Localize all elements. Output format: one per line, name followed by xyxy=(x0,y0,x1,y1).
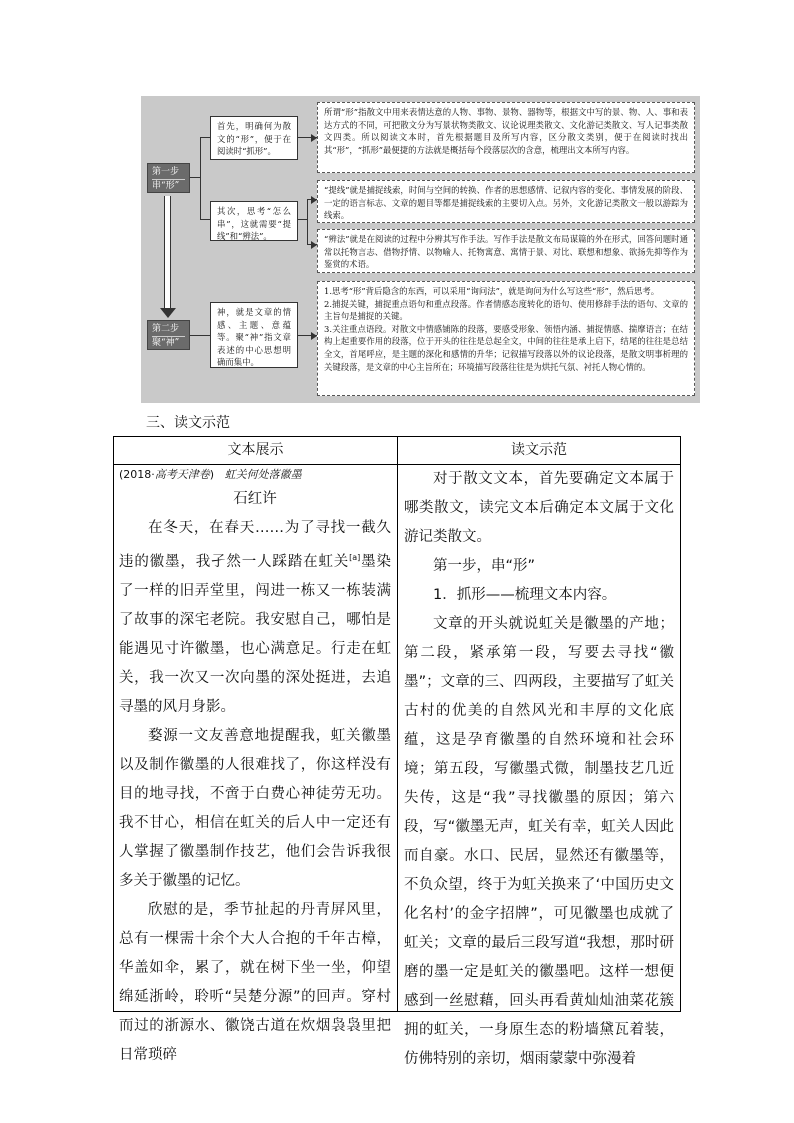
header-text-display: 文本展示 xyxy=(114,437,397,465)
step-one-title: 串“形” xyxy=(152,181,180,191)
mid-box-thread-text: 其次，思考“怎么串”，这就需要“提线”和“辨法”。 xyxy=(217,206,291,242)
demo-analysis: 文章的开头就说虹关是徽墨的产地；第二段，紧承第一段，写要去寻找“徽墨”；文章的三、四两段，主要描写了虹关古村的优美的自然风光和丰厚的文化底蕴，这是孕育徽墨的自然环境和社会环境；第五段，写徽墨式微，制墨技艺几近失传，这是“我”寻找徽墨的原因；第六段，写“徽墨无声，虹关有幸，虹关人因此而自豪。水口、民居，显然还有徽墨等，不负众望，终于为虹关换来了‘中国历史文化名村’的金字招牌”，可见徽墨也成就了虹关；文章的最后三段写道“我想，那时研磨的墨一定是虹关的徽墨吧。这样一想便感到一丝慰藉，回头再看黄灿灿油菜花簇拥的虹关，一身原生态的粉墙黛瓦着装，仿佛特别的亲切，烟雨蒙蒙中弥漫着 xyxy=(404,616,674,1067)
method-flowchart xyxy=(141,96,700,403)
right-box-form-definition xyxy=(317,102,695,173)
right-box-spirit-steps xyxy=(317,281,695,396)
spirit-step-2: 2.捕捉关键，捕捉重点语句和重点段落。作者情感态度转化的语句、使用修辞手法的语句、文章的主旨句是捕捉的关键。 xyxy=(324,298,688,322)
step-two-label: 第二步 xyxy=(152,323,185,337)
step-two-title: 聚“神” xyxy=(152,338,180,348)
mid-box-form-text: 首先，明确何为散文的“形”，便于在阅读时“抓形”。 xyxy=(217,121,291,157)
connector-step1-vertical xyxy=(200,137,201,219)
step-arrow-shaft xyxy=(164,196,171,310)
source-suffix: ) xyxy=(209,468,215,481)
reading-demo-table xyxy=(113,436,681,1067)
step-one-label: 第一步 xyxy=(152,166,185,180)
step-one-box xyxy=(147,163,190,193)
connector-right2 xyxy=(298,219,307,220)
mid-box-thread xyxy=(210,201,298,241)
right-box-thread-definition xyxy=(317,180,695,223)
paragraph-1 xyxy=(119,514,391,722)
header-reading-demo: 读文示范 xyxy=(398,437,680,465)
connector-right2-vertical xyxy=(307,199,308,244)
text-display-column xyxy=(119,465,391,1070)
mid-box-spirit-text: 神，就是文章的情感、主题、意蕴等。聚“神”指文章表述的中心思想明确而集中。 xyxy=(217,307,291,368)
right-box-method-definition xyxy=(317,229,695,273)
spirit-step-3: 3.关注重点语段。对散文中情感铺陈的段落，要感受形象、领悟内涵、捕捉情感、揣摩语言；在结构上起重要作用的段落，位于开头的往往是总起全文，中间的往往是承上启下，结尾的往往是总结全文，首尾呼应，是主题的深化和感情的升华；记叙描写段落以外的议论段落，是散文明事析理的关键段落，是文章的中心主旨所在；环境描写段落往往是为烘托气氛、衬托人物心情的。 xyxy=(324,323,688,372)
paragraph-1-part-b: 墨染了一样的旧弄堂里，闯进一栋又一栋装满了故事的深宅老院。我安慰自己，哪怕是能遇见寸许徽墨，也心满意足。行走在虹关，我一次又一次向墨的深处挺进，去追寻墨的风月身影。 xyxy=(119,553,391,715)
paragraph-2: 婺源一文友善意地提醒我，虹关徽墨以及制作徽墨的人很难找了，你这样没有目的地寻找，不啻于白费心神徒劳无功。我不甘心，相信在虹关的后人中一定还有人掌握了徽墨制作技艺，他们会告诉我很多关于徽墨的记忆。 xyxy=(119,727,391,889)
demo-intro: 对于散文文本，首先要确定文本属于哪类散文，读完文本后确定本文属于文化游记类散文。 xyxy=(404,471,674,545)
step-two-box xyxy=(147,320,190,350)
connector-step1 xyxy=(190,177,200,178)
column-divider xyxy=(397,437,398,1011)
article-title: 虹关何处落徽墨 xyxy=(224,468,302,481)
paragraph-3: 欣慰的是，季节扯起的丹青屏风里，总有一棵需十余个大人合抱的千年古樟，华盖如伞，累了，就在树下坐一坐，仰望绵延浙岭，聆听“吴楚分源”的回声。穿村而过的浙源水、徽饶古道在炊烟袅袅里把日常琐碎 xyxy=(119,901,391,1063)
source-prefix: (2018· xyxy=(119,468,155,481)
connector-mid2 xyxy=(200,219,210,220)
paragraph-1-part-a: 在冬天，在春天……为了寻找一截久违的徽墨，我孑然一人踩踏在虹关 xyxy=(119,520,391,570)
author-name: 石红许 xyxy=(233,491,277,507)
section-title: 三、读文示范 xyxy=(146,415,230,431)
right-box-form-text: 所谓“形”指散文中用来表情达意的人物、事物、景物、器物等，根据文中写的景、物、人、事和表达方式的不同，可把散文分为写景状物类散文、议论说理类散文、文化游记类散文、写人记事类散文四类。所以阅读文本时，首先根据题目及所写内容，区分散文类别，便于在阅读时找出其“形”，“抓形”最便捷的方法就是概括每个段落层次的含意，梳理出文本所写内容。 xyxy=(324,107,688,155)
step-arrow-head xyxy=(160,308,176,318)
connector-step2 xyxy=(190,335,210,336)
connector-mid1 xyxy=(200,137,210,138)
demo-step-one: 第一步，串“形” xyxy=(433,558,536,574)
mid-box-spirit xyxy=(210,302,298,368)
mid-box-form xyxy=(210,116,298,160)
right-box-thread-text: “提线”就是捕捉线索，时间与空间的转换、作者的思想感情、记叙内容的变化、事情发展的阶段、一定的语言标志、文章的题目等都是捕捉线索的主要切入点。另外，文化游记类散文一般以游踪为线索。 xyxy=(324,185,688,221)
right-box-method-text: “辨法”就是在阅读的过程中分辨其写作手法。写作手法是散文布局谋篇的外在形式，回答问题时通常以托物言志、借物抒情、以物喻人、托物寓意、寓情于景、对比、联想和想象、欲扬先抑等作为鉴赏的术语。 xyxy=(324,234,688,270)
demo-grasp-form: 1．抓形——梳理文本内容。 xyxy=(433,587,617,603)
source-exam: 高考天津卷 xyxy=(154,468,210,481)
reading-demo-column xyxy=(404,465,674,1074)
spirit-step-1: 1.思考“形”背后隐含的东西，可以采用“询问法”，就是询问为什么写这些“形”，然后思考。 xyxy=(324,286,660,296)
source-line xyxy=(119,465,391,485)
footnote-marker: [a] xyxy=(349,553,361,562)
